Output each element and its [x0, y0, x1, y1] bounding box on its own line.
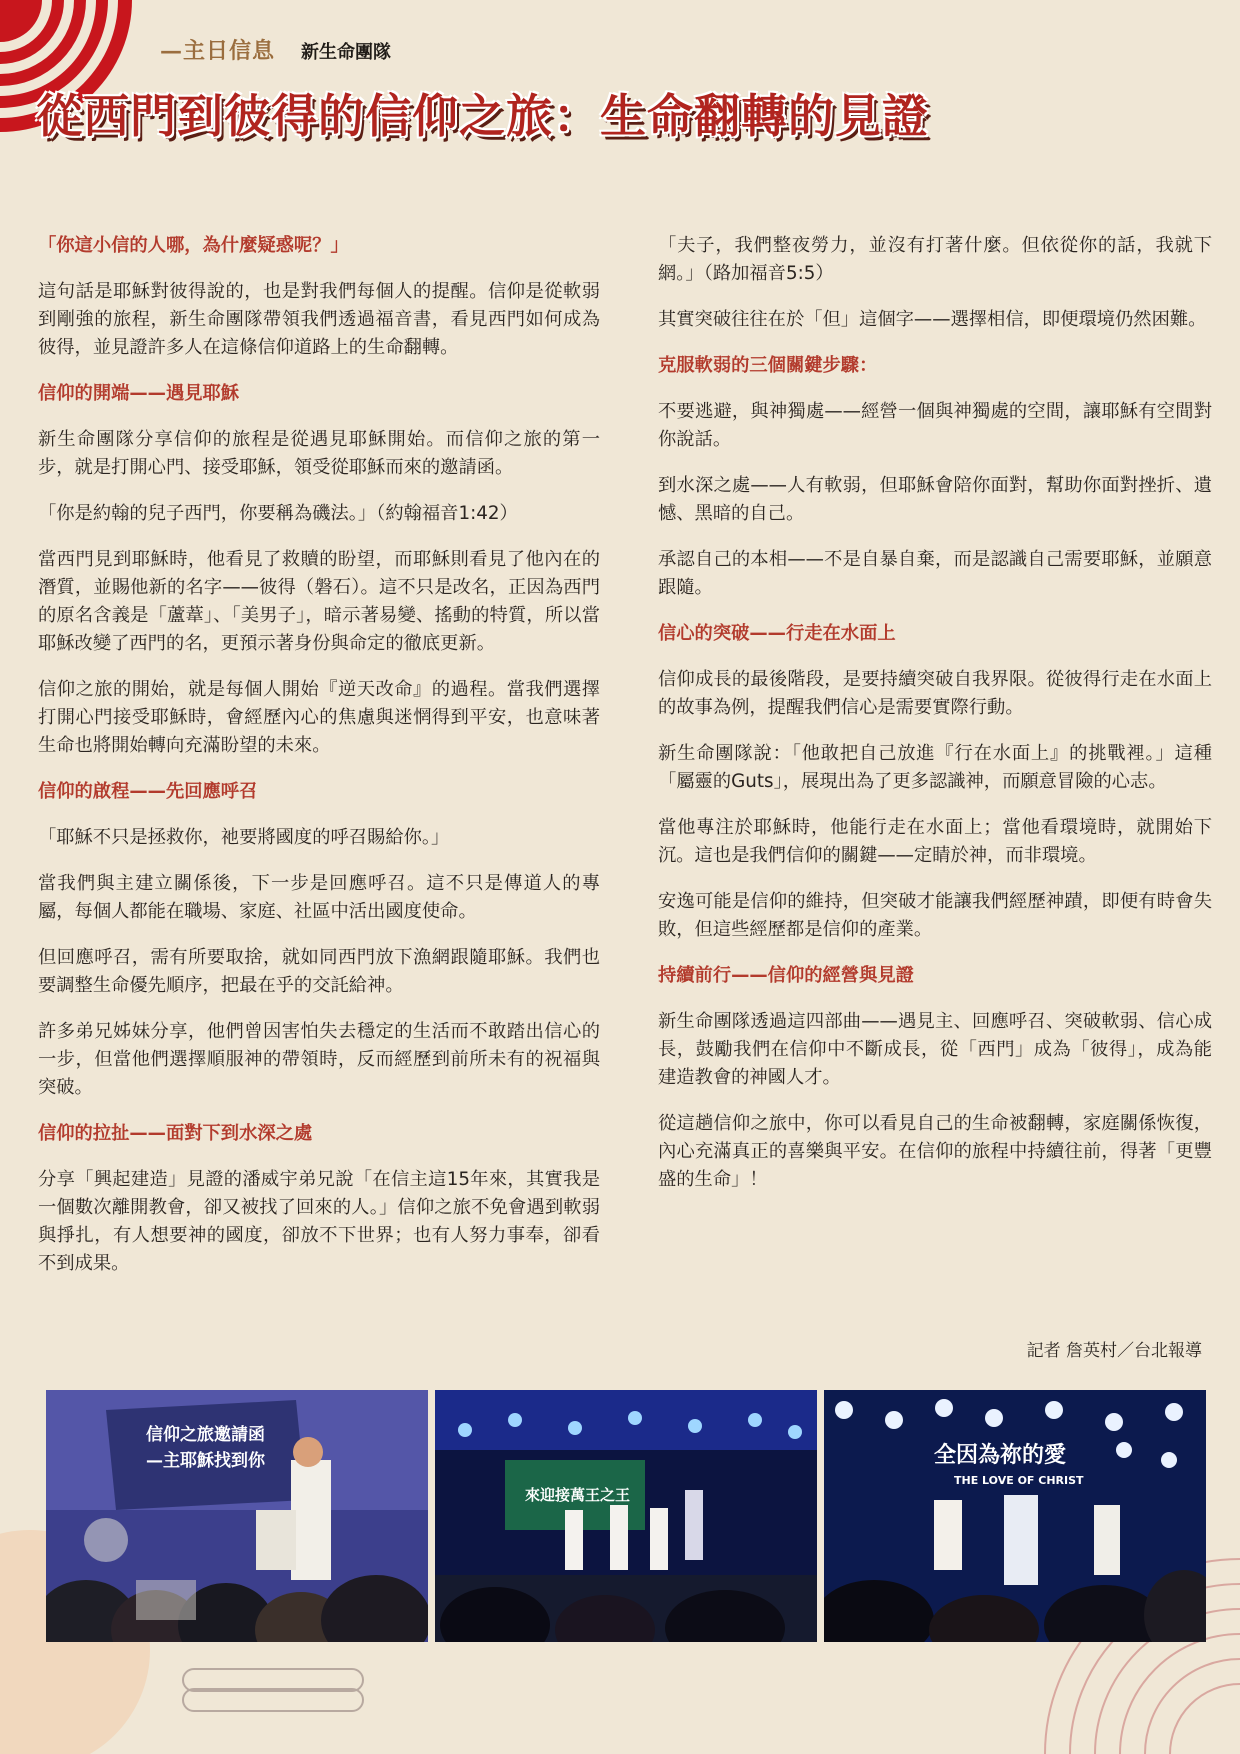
section-label: —主日信息: [160, 38, 276, 64]
opening-quote: 「你這小信的人哪，為什麼疑惑呢？」: [38, 235, 349, 256]
screen-text: 全因為祢的愛: [934, 1443, 1067, 1468]
paragraph: 但回應呼召，需有所要取捨，就如同西門放下漁網跟隨耶穌。我們也要調整生命優先順序，把最在乎的交託給神。: [38, 947, 600, 996]
paragraph: 當我們與主建立關係後，下一步是回應呼召。這不只是傳道人的專屬，每個人都能在職場、家庭、社區中活出國度使命。: [38, 873, 600, 922]
screen-text: 來迎接萬王之王: [525, 1486, 631, 1504]
paragraph: 信仰之旅的開始，就是每個人開始『逆天改命』的過程。當我們選擇打開心門接受耶穌時，會經歷內心的焦慮與迷惘得到平安，也意味著生命也將開始轉向充滿盼望的未來。: [38, 679, 600, 756]
photo-worship-band: [435, 1390, 817, 1642]
paragraph: 安逸可能是信仰的維持，但突破才能讓我們經歷神蹟，即便有時會失敗，但這些經歷都是信仰的產業。: [658, 891, 1212, 940]
photo-singers-on-stage: [824, 1390, 1206, 1642]
paragraph: 承認自己的本相——不是自暴自棄，而是認識自己需要耶穌，並願意跟隨。: [658, 549, 1212, 598]
paragraph: 其實突破往往在於「但」這個字——選擇相信，即便環境仍然困難。: [658, 309, 1207, 330]
section-heading: 信仰的開端——遇見耶穌: [38, 383, 240, 404]
header-line: [160, 34, 391, 65]
screen-text: 信仰之旅邀請函: [146, 1425, 265, 1445]
reporter-byline: 記者 詹英村／台北報導: [1026, 1341, 1202, 1361]
section-heading: 信心的突破——行走在水面上: [658, 623, 896, 644]
paragraph: 從這趟信仰之旅中，你可以看見自己的生命被翻轉，家庭關係恢復，內心充滿真正的喜樂與平安。在信仰的旅程中持續往前，得著「更豐盛的生命」！: [658, 1113, 1212, 1190]
paragraph: 新生命團隊透過這四部曲——遇見主、回應呼召、突破軟弱、信心成長，鼓勵我們在信仰中不斷成長，從「西門」成為「彼得」，成為能建造教會的神國人才。: [658, 1011, 1212, 1088]
quote: 「耶穌不只是拯救你，祂要將國度的呼召賜給你。」: [38, 827, 450, 848]
paragraph: 許多弟兄姊妹分享，他們曾因害怕失去穩定的生活而不敢踏出信心的一步，但當他們選擇順服神的帶領時，反而經歷到前所未有的祝福與突破。: [38, 1021, 600, 1098]
scripture-quote: 「夫子，我們整夜勞力，並沒有打著什麼。但依從你的話，我就下網。」（路加福音5:5）: [658, 235, 1212, 284]
paragraph: 分享「興起建造」見證的潘威宇弟兄說「在信主這15年來，其實我是一個數次離開教會，卻又被找了回來的人。」信仰之旅不免會遇到軟弱與掙扎，有人想要神的國度，卻放不下世界；也有人努力事奉，卻看不到成果。: [38, 1169, 600, 1274]
decorative-pill-outline: [182, 1668, 364, 1712]
team-label: 新生命團隊: [301, 42, 392, 63]
screen-text: —主耶穌找到你: [146, 1451, 265, 1471]
left-column: [38, 232, 600, 1296]
page-title: 從西門到彼得的信仰之旅：生命翻轉的見證: [36, 89, 929, 143]
scripture-quote: 「你是約翰的兒子西門，你要稱為磯法。」（約翰福音1:42）: [38, 503, 518, 524]
paragraph: 當他專注於耶穌時，他能行走在水面上；當他看環境時，就開始下沉。這也是我們信仰的關鍵——定睛於神，而非環境。: [658, 817, 1212, 866]
section-heading: 持續前行——信仰的經營與見證: [658, 965, 914, 986]
screen-text: THE LOVE OF CHRIST: [954, 1474, 1084, 1487]
section-heading: 克服軟弱的三個關鍵步驟：: [658, 355, 878, 376]
photo-speaker-on-stage: [46, 1390, 428, 1642]
paragraph: 到水深之處——人有軟弱，但耶穌會陪你面對，幫助你面對挫折、遺憾、黑暗的自己。: [658, 475, 1212, 524]
right-column: [658, 232, 1212, 1212]
paragraph: 這句話是耶穌對彼得說的，也是對我們每個人的提醒。信仰是從軟弱到剛強的旅程，新生命團隊帶領我們透過福音書，看見西門如何成為彼得，並見證許多人在這條信仰道路上的生命翻轉。: [38, 281, 600, 358]
section-heading: 信仰的拉扯——面對下到水深之處: [38, 1123, 313, 1144]
paragraph: 信仰成長的最後階段，是要持續突破自我界限。從彼得行走在水面上的故事為例，提醒我們信心是需要實際行動。: [658, 669, 1212, 718]
paragraph: 新生命團隊分享信仰的旅程是從遇見耶穌開始。而信仰之旅的第一步，就是打開心門、接受耶穌，領受從耶穌而來的邀請函。: [38, 429, 600, 478]
paragraph: 不要逃避，與神獨處——經營一個與神獨處的空間，讓耶穌有空間對你說話。: [658, 401, 1212, 450]
paragraph: 當西門見到耶穌時，他看見了救贖的盼望，而耶穌則看見了他內在的潛質，並賜他新的名字——彼得（磐石）。這不只是改名，正因為西門的原名含義是「蘆葦」、「美男子」，暗示著易變、搖動的特質，所以當耶穌改變了西門的名，更預示著身份與命定的徹底更新。: [38, 549, 600, 654]
paragraph: 新生命團隊說：「他敢把自己放進『行在水面上』的挑戰裡。」這種「屬靈的Guts」，展現出為了更多認識神，而願意冒險的心志。: [658, 743, 1212, 792]
section-heading: 信仰的啟程——先回應呼召: [38, 781, 258, 802]
